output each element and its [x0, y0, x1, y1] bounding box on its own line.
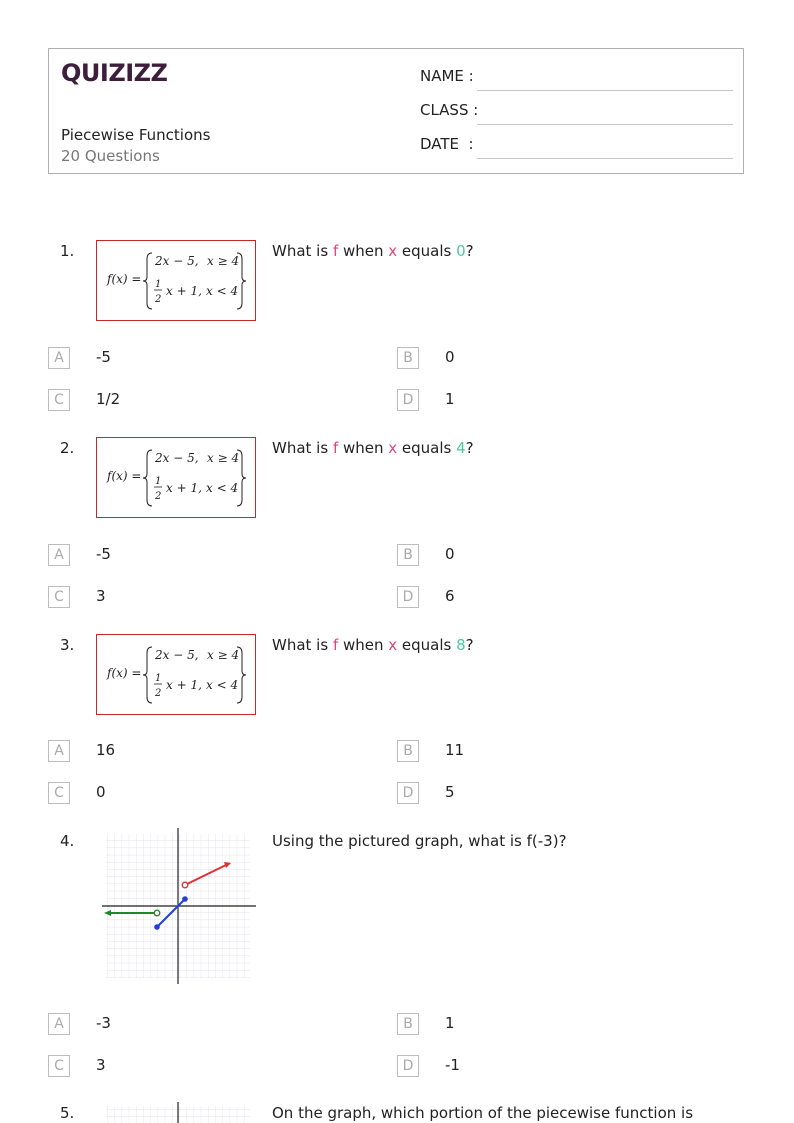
option-b-letter[interactable]: B [397, 740, 419, 762]
piecewise-formula [97, 635, 257, 716]
question-number: 3. [60, 636, 75, 654]
blue-closed-point [182, 896, 188, 902]
question-number: 5. [60, 1104, 75, 1122]
option-d-letter[interactable]: D [397, 1055, 419, 1077]
option-c-text[interactable]: 3 [96, 587, 106, 605]
option-a-text[interactable]: -5 [96, 348, 111, 366]
date-line [477, 158, 733, 159]
option-d-text[interactable]: 1 [445, 390, 455, 408]
formula-row2-expr: x + 1, [166, 678, 202, 692]
blue-closed-point [154, 924, 160, 930]
option-c-letter[interactable]: C [48, 586, 70, 608]
option-d-text[interactable]: 5 [445, 783, 455, 801]
option-c-text[interactable]: 0 [96, 783, 106, 801]
formula-box [96, 634, 256, 715]
formula-lhs: f(x) = [107, 469, 142, 483]
question-count: 20 Questions [61, 147, 160, 165]
option-c-text[interactable]: 3 [96, 1056, 106, 1074]
question-text: What is f when x equals 4? [272, 439, 474, 457]
class-line [477, 124, 733, 125]
red-open-point [182, 882, 188, 888]
option-a-text[interactable]: -3 [96, 1014, 111, 1032]
formula-row2-expr: x + 1, [166, 481, 202, 495]
option-b-text[interactable]: 1 [445, 1014, 455, 1032]
piecewise-formula [97, 438, 257, 519]
question-text: On the graph, which portion of the piecewise function is [272, 1104, 694, 1122]
formula-lhs: f(x) = [107, 666, 142, 680]
option-a-letter[interactable]: A [48, 347, 70, 369]
option-a-letter[interactable]: A [48, 740, 70, 762]
piecewise-graph [100, 1102, 260, 1123]
option-b-letter[interactable]: B [397, 544, 419, 566]
option-c-letter[interactable]: C [48, 1055, 70, 1077]
date-field[interactable] [420, 135, 733, 159]
piecewise-graph [100, 826, 260, 986]
option-b-text[interactable]: 0 [445, 348, 455, 366]
date-label: DATE : [420, 135, 474, 153]
option-d-text[interactable]: -1 [445, 1056, 460, 1074]
class-field[interactable] [420, 101, 733, 125]
name-line [477, 90, 733, 91]
option-b-text[interactable]: 11 [445, 741, 465, 759]
formula-box [96, 437, 256, 518]
option-a-text[interactable]: -5 [96, 545, 111, 563]
option-a-letter[interactable]: A [48, 544, 70, 566]
question-number: 4. [60, 832, 75, 850]
formula-row1-cond: x ≥ 4 [207, 648, 240, 662]
formula-row1-expr: 2x − 5, [155, 451, 199, 465]
formula-row1-cond: x ≥ 4 [207, 254, 240, 268]
formula-row1-expr: 2x − 5, [155, 648, 199, 662]
formula-row2-cond: x < 4 [206, 284, 239, 298]
option-a-letter[interactable]: A [48, 1013, 70, 1035]
formula-row2-num: 1 [155, 476, 162, 487]
question-text: What is f when x equals 0? [272, 242, 474, 260]
formula-row2-expr: x + 1, [166, 284, 202, 298]
option-d-letter[interactable]: D [397, 782, 419, 804]
formula-row2-den: 2 [155, 491, 162, 502]
question-text: What is f when x equals 8? [272, 636, 474, 654]
option-a-text[interactable]: 16 [96, 741, 116, 759]
formula-row1-cond: x ≥ 4 [207, 451, 240, 465]
quizizz-logo: QUIZIZZ [61, 59, 168, 87]
formula-row2-cond: x < 4 [206, 481, 239, 495]
formula-row2-den: 2 [155, 688, 162, 699]
option-c-letter[interactable]: C [48, 389, 70, 411]
name-label: NAME : [420, 67, 474, 85]
question-number: 2. [60, 439, 75, 457]
option-b-letter[interactable]: B [397, 347, 419, 369]
option-d-letter[interactable]: D [397, 586, 419, 608]
option-c-letter[interactable]: C [48, 782, 70, 804]
name-field[interactable] [420, 67, 733, 91]
class-label: CLASS : [420, 101, 479, 119]
option-d-text[interactable]: 6 [445, 587, 455, 605]
option-b-letter[interactable]: B [397, 1013, 419, 1035]
question-text: Using the pictured graph, what is f(-3)? [272, 832, 567, 850]
formula-box [96, 240, 256, 321]
worksheet-header [48, 48, 744, 174]
option-c-text[interactable]: 1/2 [96, 390, 121, 408]
formula-row2-den: 2 [155, 294, 162, 305]
option-d-letter[interactable]: D [397, 389, 419, 411]
piecewise-formula [97, 241, 257, 322]
question-number: 1. [60, 242, 75, 260]
option-b-text[interactable]: 0 [445, 545, 455, 563]
formula-row2-num: 1 [155, 279, 162, 290]
worksheet-title: Piecewise Functions [61, 126, 211, 144]
green-open-point [154, 910, 160, 916]
formula-row1-expr: 2x − 5, [155, 254, 199, 268]
formula-row2-cond: x < 4 [206, 678, 239, 692]
formula-lhs: f(x) = [107, 272, 142, 286]
formula-row2-num: 1 [155, 673, 162, 684]
